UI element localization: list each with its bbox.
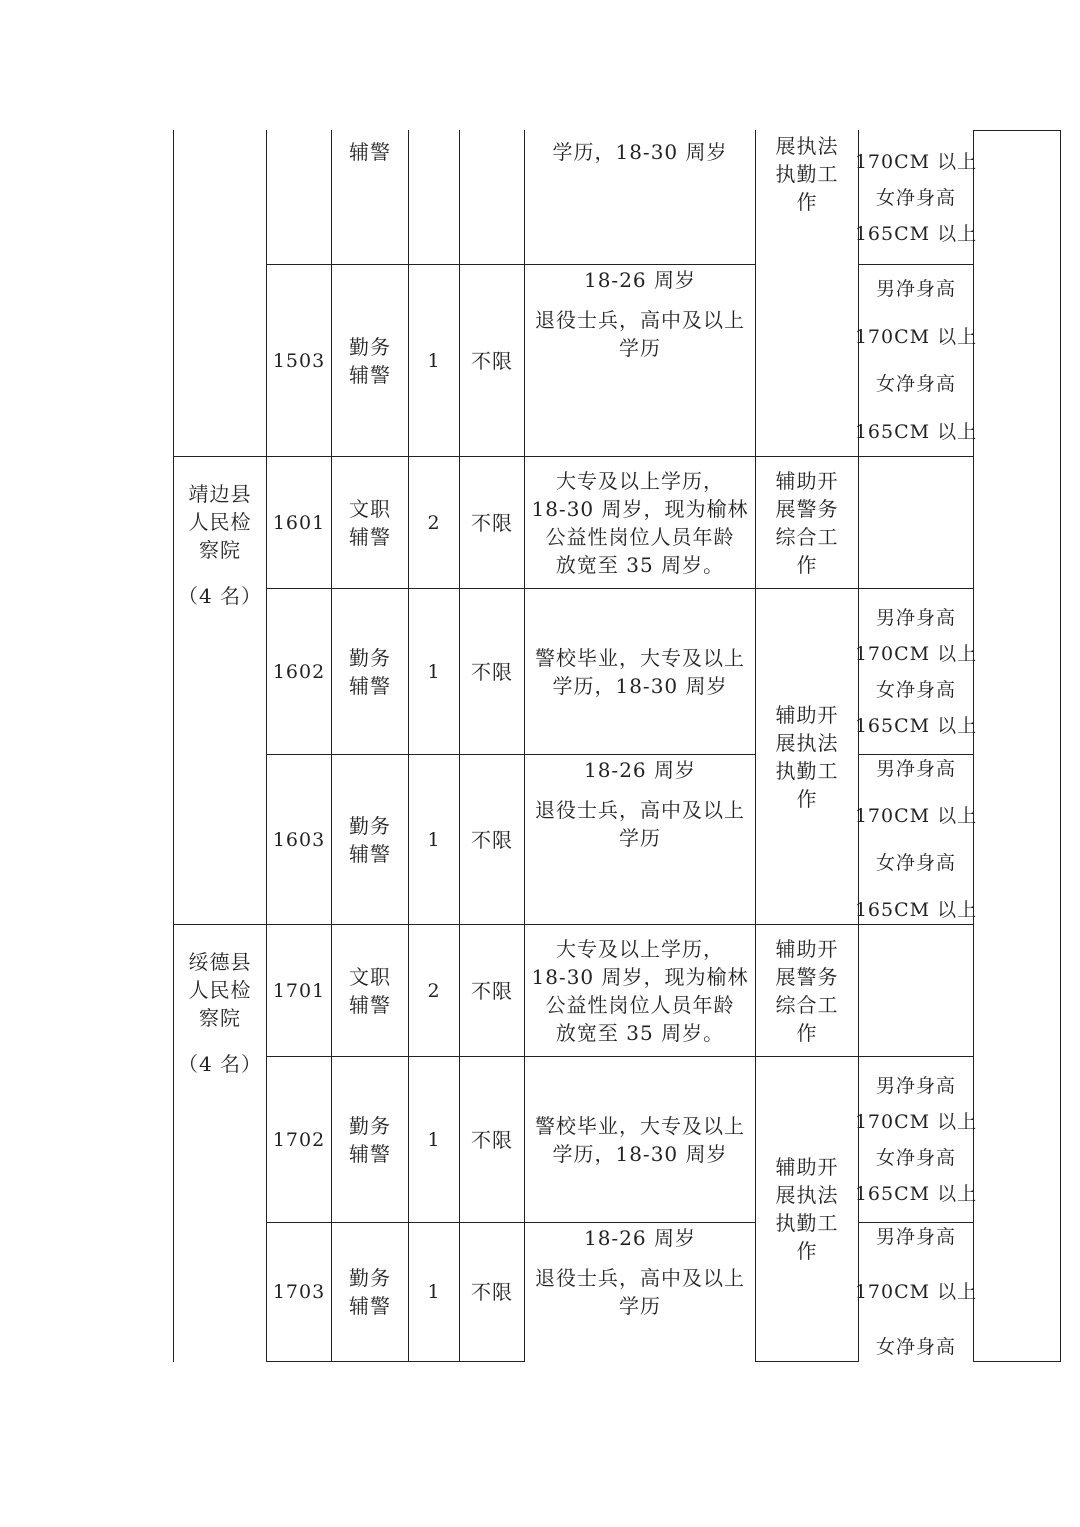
position-code: 1701: [272, 979, 326, 1002]
headcount: 1: [427, 1128, 441, 1151]
duty-cell-merged: 辅助开 展执法 执勤工 作: [775, 1155, 839, 1263]
position-code: 1602: [272, 660, 326, 683]
major-cell: 不限: [471, 827, 513, 852]
headcount: 1: [427, 349, 441, 372]
major-cell: 不限: [471, 1280, 513, 1304]
grid-line: [173, 130, 174, 1362]
headcount: 1: [427, 660, 441, 683]
grid-line: [266, 1361, 524, 1362]
duty-cell-merged: 辅助开 展执法 执勤工 作: [775, 702, 839, 811]
major-cell: 不限: [471, 978, 513, 1003]
category-cell: 勤务 辅警: [349, 645, 391, 698]
requirement-cell: 18-26 周岁 退役士兵，高中及以上 学历: [535, 1226, 745, 1318]
position-code: 1603: [272, 828, 326, 851]
duty-cell-merged: 展执法 执勤工 作: [775, 134, 839, 214]
height-cell: 男净身高 170CM 以上 女净身高 165CM 以上: [854, 606, 978, 737]
unit-name-cell: 绥德县 人民检 察院 （4 名）: [177, 950, 263, 1076]
requirement-cell: 警校毕业，大专及以上 学历，18-30 周岁: [535, 645, 745, 698]
unit-name-cell: 靖边县 人民检 察院 （4 名）: [177, 482, 263, 608]
height-cell: 男净身高 170CM 以上 女净身高 165CM 以上: [854, 1074, 978, 1205]
major-cell: 不限: [471, 510, 513, 535]
grid-line: [1060, 130, 1061, 1362]
major-cell: 不限: [471, 659, 513, 684]
category-cell: 勤务 辅警: [349, 1266, 391, 1318]
category-cell: 勤务 辅警: [349, 813, 391, 866]
height-cell: 男净身高 170CM 以上 女净身高 165CM 以上: [854, 758, 978, 921]
grid-line: [973, 130, 974, 1362]
height-cell: 男净身高 170CM 以上 女净身高: [854, 1226, 978, 1358]
position-code: 1503: [272, 349, 326, 372]
requirement-cell: 大专及以上学历， 18-30 周岁，现为榆林 公益性岗位人员年龄 放宽至 35 周岁。: [531, 468, 749, 577]
position-code: 1601: [272, 511, 326, 534]
grid-line: [973, 1361, 1061, 1362]
position-code: 1703: [272, 1281, 326, 1303]
headcount: 1: [427, 828, 441, 851]
duty-cell: 辅助开 展警务 综合工 作: [775, 936, 839, 1045]
grid-line: [973, 130, 1061, 131]
category-cell: 勤务 辅警: [349, 1113, 391, 1166]
category-cell: 辅警: [349, 140, 391, 164]
headcount: 1: [427, 1281, 441, 1303]
headcount: 2: [427, 979, 441, 1002]
major-cell: 不限: [471, 1127, 513, 1152]
requirement-cell: 警校毕业，大专及以上 学历，18-30 周岁: [535, 1113, 745, 1166]
requirement-cell: 大专及以上学历， 18-30 周岁，现为榆林 公益性岗位人员年龄 放宽至 35 周岁。: [531, 936, 749, 1045]
height-cell: 男净身高 170CM 以上 女净身高 165CM 以上: [854, 277, 978, 444]
requirement-cell: 18-26 周岁 退役士兵，高中及以上 学历: [535, 758, 745, 850]
category-cell: 文职 辅警: [349, 496, 391, 549]
position-code: 1702: [272, 1128, 326, 1151]
duty-cell: 辅助开 展警务 综合工 作: [775, 468, 839, 577]
category-cell: 勤务 辅警: [349, 334, 391, 387]
height-cell: 170CM 以上 女净身高 165CM 以上: [854, 151, 978, 245]
category-cell: 文职 辅警: [349, 964, 391, 1017]
requirement-cell: 18-26 周岁 退役士兵，高中及以上 学历: [535, 268, 745, 360]
major-cell: 不限: [471, 348, 513, 373]
headcount: 2: [427, 511, 441, 534]
grid-line: [755, 1361, 858, 1362]
requirement-cell: 学历，18-30 周岁: [552, 140, 728, 164]
